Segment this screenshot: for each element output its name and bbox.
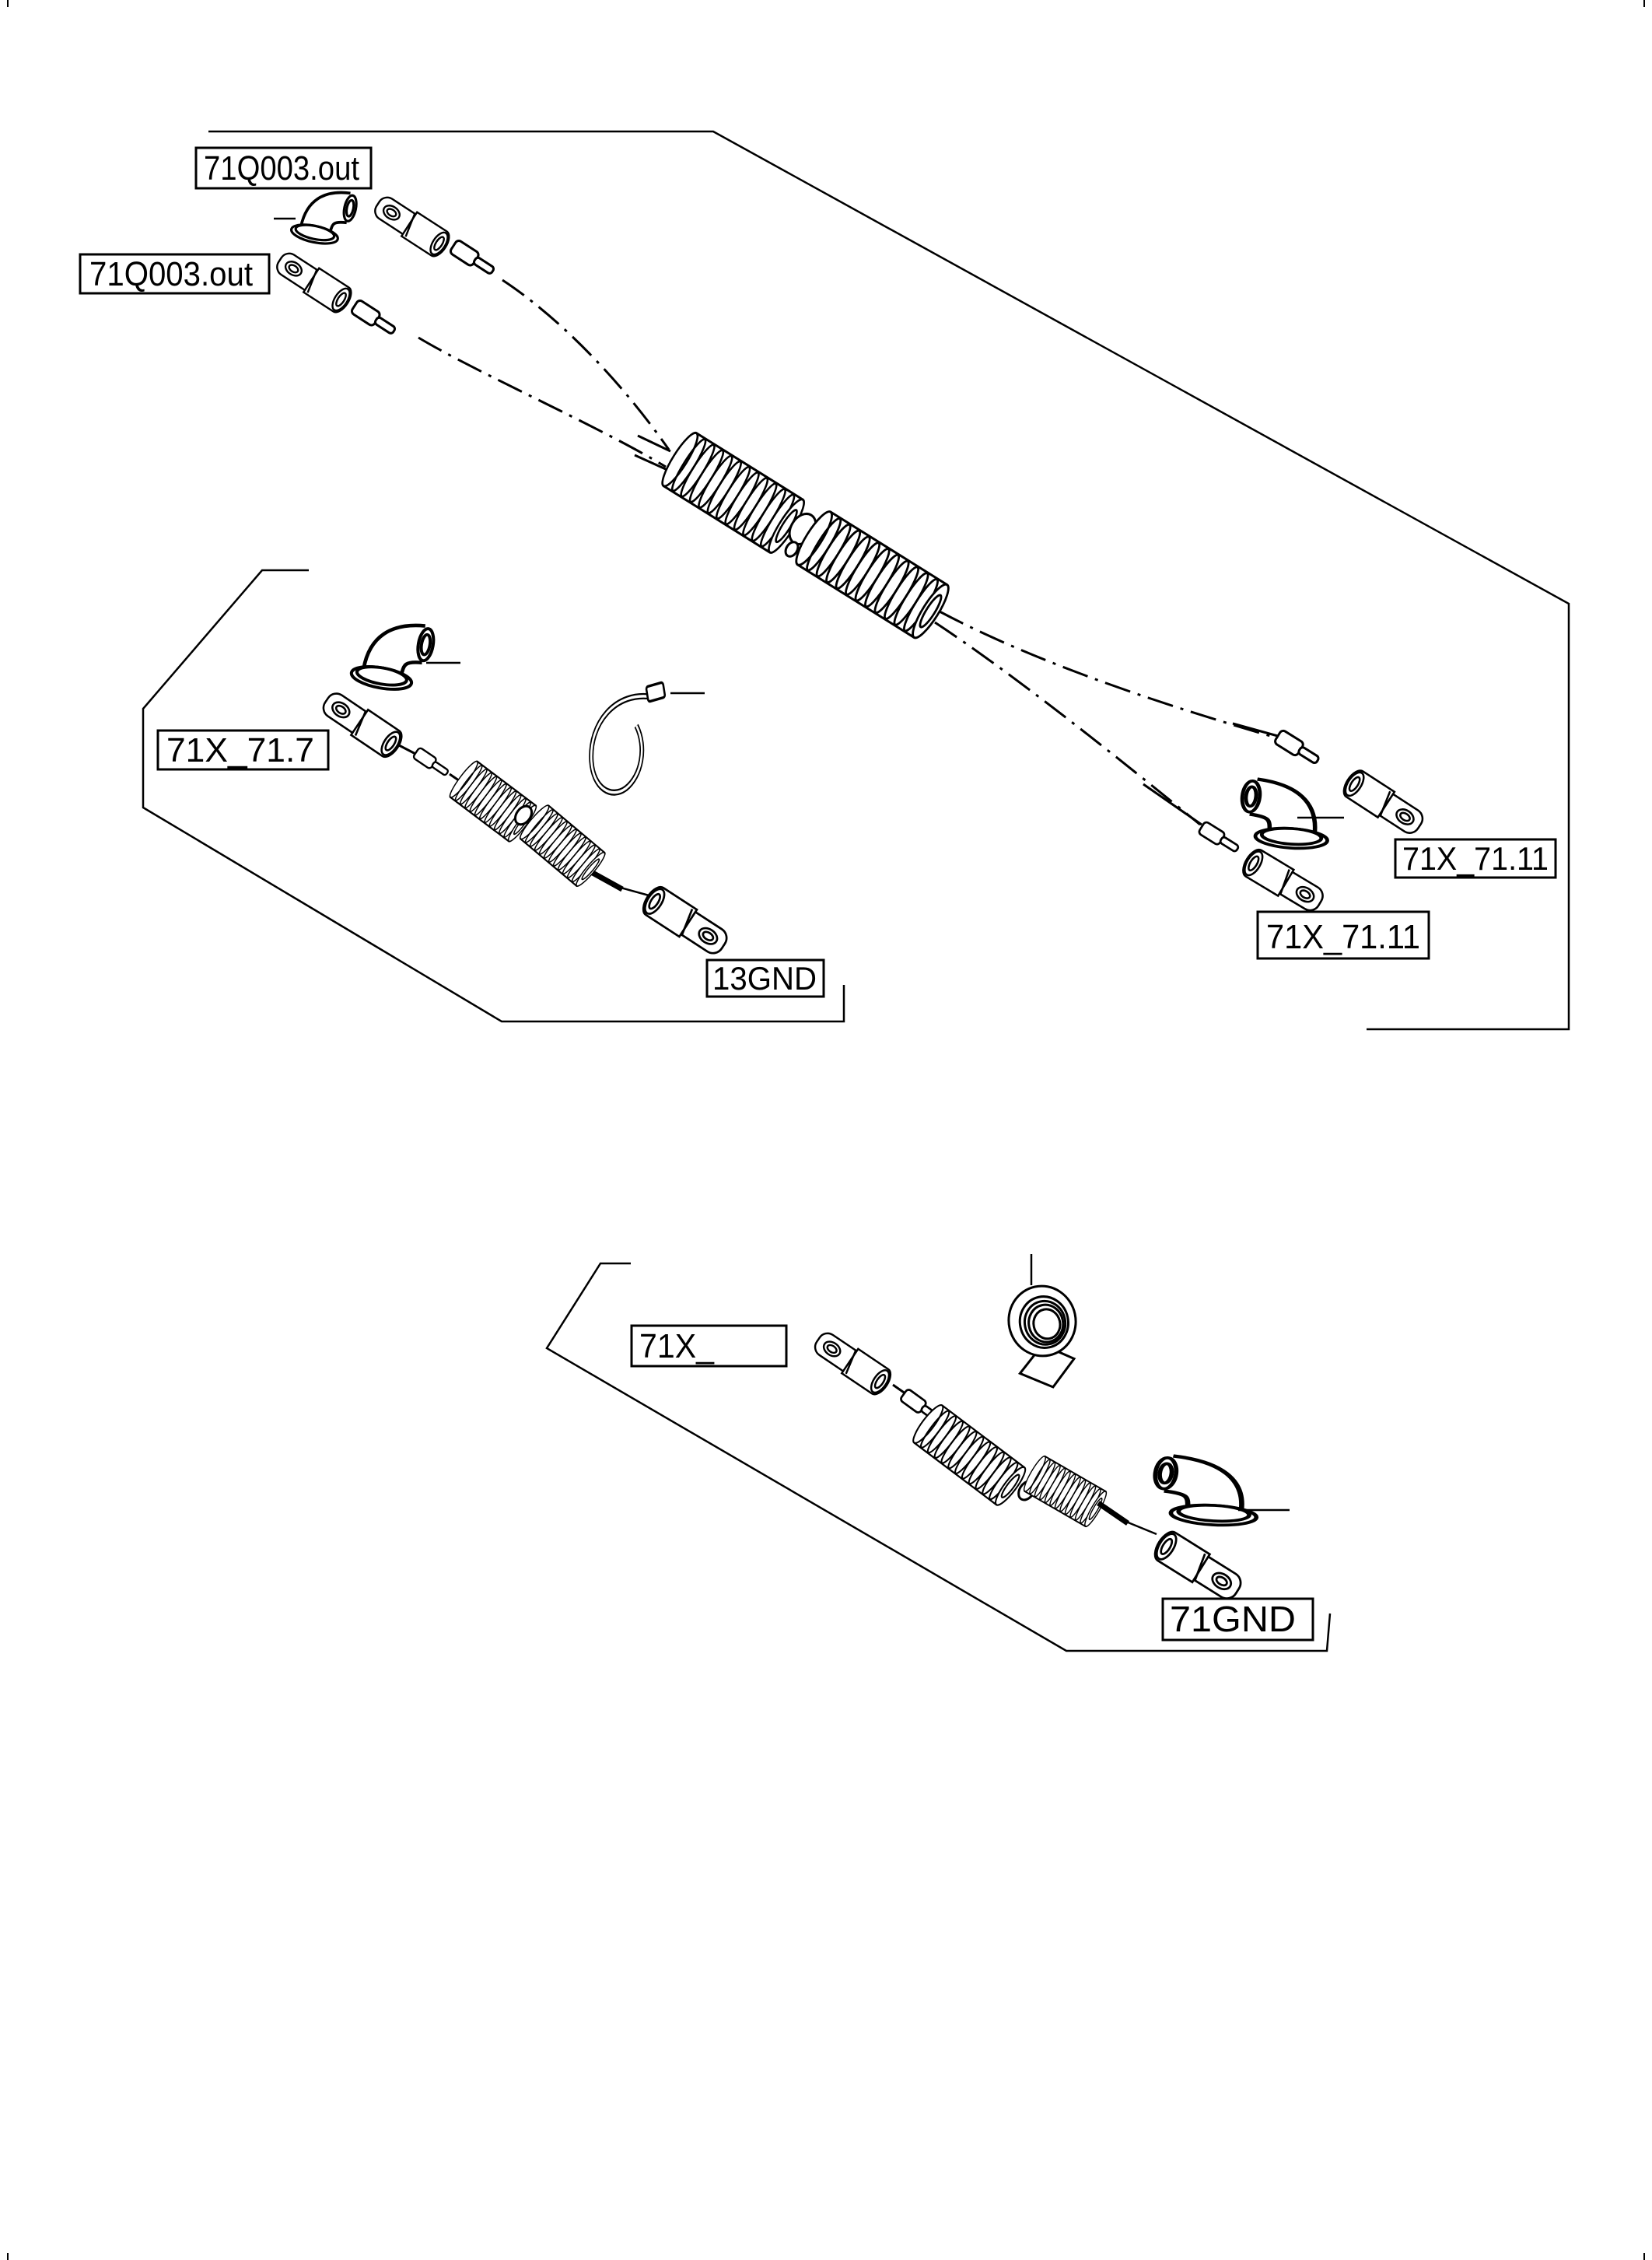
label-text: 71Q003.out <box>204 149 359 187</box>
label-text: 71Q003.out <box>89 255 253 293</box>
page-corner-marks <box>8 0 1644 2260</box>
label-71gnd <box>1163 1599 1313 1640</box>
label-text: 71X_71.7 <box>166 731 314 769</box>
wire-ferrule-icon <box>1274 730 1321 768</box>
top-group <box>272 184 1283 825</box>
label-71x-blank <box>632 1326 786 1366</box>
label-text: 71X_71.11 <box>1266 918 1420 956</box>
label-71x-71-11-left <box>1258 912 1429 958</box>
cable-tie-icon <box>591 682 665 793</box>
wire-stub <box>1233 724 1283 738</box>
label-13gnd <box>707 960 824 997</box>
wire-dashdot-right-2 <box>935 622 1200 825</box>
label-71q003-bottom <box>80 254 269 293</box>
corrugated-tube <box>1021 1454 1109 1528</box>
wire-ferrule-icon <box>351 300 398 338</box>
label-text: 13GND <box>712 960 817 997</box>
label-71x-71-11-right <box>1395 839 1556 878</box>
left-group <box>318 617 732 959</box>
wire-dashdot-right-1 <box>940 611 1276 738</box>
label-text: 71GND <box>1170 1599 1296 1639</box>
label-71x-71-7 <box>158 731 328 769</box>
cable-lug-icon <box>1239 846 1328 916</box>
wire-stub <box>1126 1522 1157 1534</box>
corrugated-tube <box>791 508 954 642</box>
cable-lug-icon <box>1150 1528 1246 1605</box>
cable-lug-icon <box>1339 767 1427 839</box>
cable-lug-icon <box>639 883 732 959</box>
wire-dashdot-top-2 <box>418 338 666 467</box>
wire-ferrule-icon <box>413 747 451 778</box>
elbow-boot-icon <box>1237 780 1333 850</box>
label-text: 71X_71.11 <box>1402 840 1549 877</box>
elbow-boot-icon <box>1149 1457 1263 1527</box>
bottom-group <box>810 1254 1290 1605</box>
wire-stub <box>621 888 652 896</box>
corrugated-tube <box>657 429 809 556</box>
cable-lug-icon <box>370 192 453 260</box>
tape-roll-icon <box>1003 1280 1089 1393</box>
wire-ferrule-icon <box>1198 821 1241 855</box>
wire-pin <box>593 873 622 889</box>
cable-lug-icon <box>318 688 406 761</box>
cable-lug-icon <box>272 248 355 316</box>
label-text: 71X_ <box>639 1327 715 1365</box>
corrugated-tube <box>909 1402 1029 1508</box>
cable-lug-icon <box>810 1327 894 1397</box>
wire-ferrule-icon <box>450 240 497 278</box>
wire-pin <box>1098 1503 1128 1523</box>
label-71q003-top <box>196 148 371 188</box>
elbow-boot-icon <box>350 617 436 696</box>
wire-stub <box>1143 784 1202 825</box>
elbow-boot-icon <box>289 184 358 250</box>
right-group <box>1198 730 1427 916</box>
